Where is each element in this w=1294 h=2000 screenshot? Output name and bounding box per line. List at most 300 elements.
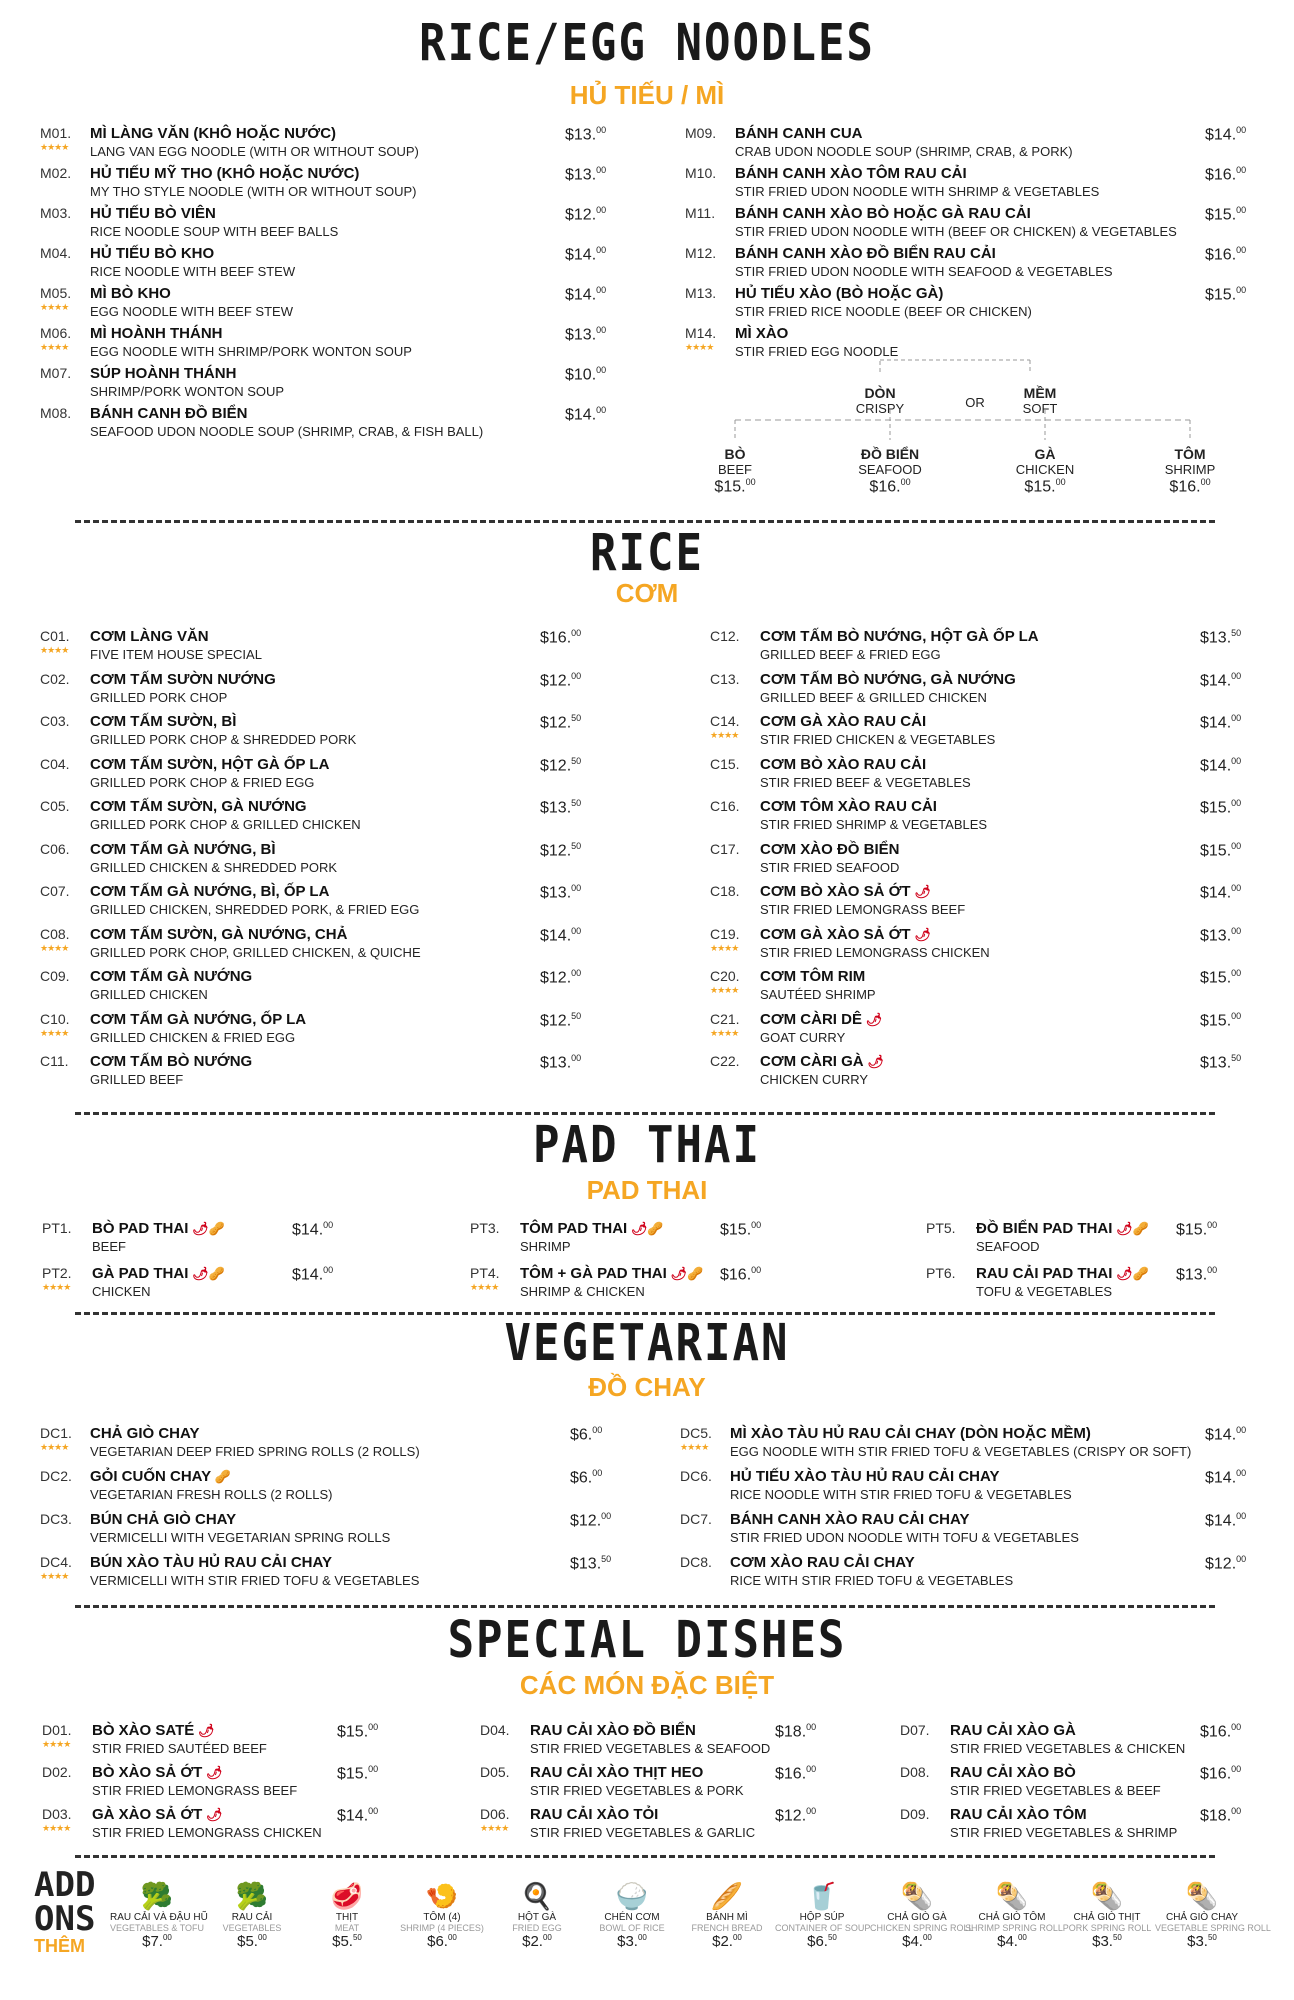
star-rating-icon: ★★★★ (40, 1571, 69, 1581)
section-subtitle-special: CÁC MÓN ĐẶC BIỆT (519, 1670, 775, 1700)
item-name: HỦ TIẾU MỸ THO (KHÔ HOẶC NƯỚC) (90, 165, 360, 182)
addon-name-vn: BÁNH MÌ (706, 1912, 748, 1923)
item-price: $12.00 (540, 968, 582, 987)
peanut-icon: 🥜 (208, 1266, 225, 1281)
item-price: $15.00 (1200, 798, 1242, 817)
item-name: BÁNH CANH XÀO BÒ HOẶC GÀ RAU CẢI (735, 205, 1031, 222)
item-code: M07. (40, 365, 72, 381)
item-code: M03. (40, 205, 72, 221)
item-description: SHRIMP & CHICKEN (520, 1284, 645, 1299)
chili-icon: 🌶 (194, 1723, 215, 1738)
item-code: C22. (710, 1053, 740, 1069)
item-code: C01. (40, 628, 70, 644)
item-code: PT1. (42, 1220, 72, 1236)
item-code: DC2. (40, 1468, 72, 1484)
item-description: GRILLED CHICKEN & SHREDDED PORK (90, 859, 338, 875)
star-rating-icon: ★★★★ (710, 730, 739, 740)
item-name: CƠM GÀ XÀO RAU CẢI (760, 713, 927, 730)
item-name: BÒ XÀO SẢ ỚT 🌶 (92, 1764, 223, 1781)
addon-price: $6.00 (427, 1933, 457, 1950)
price-cents: 00 (571, 1053, 582, 1063)
item-description: SHRIMP/PORK WONTON SOUP (90, 384, 285, 399)
menu-item (40, 968, 740, 1004)
item-description: EGG NOODLE WITH SHRIMP/PORK WONTON SOUP (90, 344, 412, 359)
item-name: BÚN CHẢ GIÒ CHAY (90, 1511, 237, 1528)
addon-item (300, 1880, 394, 1950)
price-cents: 00 (1207, 1220, 1218, 1230)
item-price: $12.00 (540, 670, 582, 689)
addon-icon: 🌯 (995, 1881, 1029, 1911)
addon-price: $4.00 (902, 1933, 932, 1950)
price-cents: 50 (1231, 1053, 1242, 1063)
mixao-soft-en: SOFT (1022, 401, 1058, 416)
mixao-or: OR (965, 395, 985, 410)
section-subtitle-noodles: HỦ TIẾU / MÌ (569, 80, 725, 110)
price-cents: 50 (352, 1933, 362, 1942)
addon-name-vn: CHẢ GIÒ THỊT (1073, 1912, 1141, 1923)
price-cents: 00 (1231, 670, 1242, 681)
price-cents: 00 (1231, 755, 1242, 766)
item-name: MÌ XÀO (735, 325, 789, 342)
menu-item (710, 883, 1294, 919)
item-name: CƠM BÒ XÀO RAU CẢI (760, 755, 927, 773)
menu-item (40, 628, 740, 664)
menu-item (40, 926, 740, 962)
item-code: C09. (40, 968, 70, 984)
item-description: EGG NOODLE WITH STIR FRIED TOFU & VEGETABLES (CRISPY OR SOFT) (730, 1444, 1192, 1459)
item-name: BÁNH CANH XÀO ĐỒ BIỂN RAU CẢI (735, 245, 996, 262)
star-rating-icon: ★★★★ (42, 1823, 71, 1833)
item-code: D08. (900, 1764, 930, 1780)
mixao-option-en: SEAFOOD (858, 462, 922, 477)
item-price: $6.00 (570, 1425, 603, 1444)
addon-name-vn: CHẢ GIÒ GÀ (887, 1912, 947, 1923)
item-name: CƠM CÀRI GÀ 🌶 (760, 1053, 884, 1070)
item-price: $13.50 (1200, 628, 1242, 647)
item-description: VEGETARIAN FRESH ROLLS (2 ROLLS) (90, 1487, 333, 1502)
peanut-icon: 🥜 (647, 1221, 664, 1236)
item-name: CƠM XÀO ĐỒ BIỂN (760, 840, 900, 858)
item-description: GRILLED CHICKEN, SHREDDED PORK, & FRIED EGG (90, 902, 420, 917)
mixao-option-vn: GÀ (1034, 446, 1056, 462)
item-code: C11. (40, 1053, 69, 1069)
price-cents: 00 (1236, 1554, 1247, 1564)
mixao-option-price: $15.00 (714, 477, 756, 496)
addon-name-en: SHRIMP (4 PIECES) (400, 1923, 484, 1933)
addon-item (1060, 1880, 1154, 1950)
price-cents: 00 (751, 1220, 762, 1230)
menu-item (470, 1265, 810, 1301)
item-code: C07. (40, 883, 70, 899)
item-code: C16. (710, 798, 740, 814)
item-price: $15.00 (1176, 1220, 1218, 1239)
item-name: MÌ LÀNG VĂN (KHÔ HOẶC NƯỚC) (90, 125, 337, 142)
item-description: STIR FRIED CHICKEN & VEGETABLES (760, 732, 996, 747)
price-cents: 00 (1200, 477, 1211, 487)
item-code: C17. (710, 840, 740, 857)
item-name: CƠM GÀ XÀO SẢ ỚT 🌶 (760, 925, 931, 943)
star-rating-icon: ★★★★ (40, 942, 69, 953)
item-code: C10. (40, 1010, 70, 1027)
item-description: MY THO STYLE NOODLE (WITH OR WITHOUT SOUP) (90, 184, 417, 199)
item-description: STIR FRIED VEGETABLES & SHRIMP (950, 1825, 1178, 1840)
item-code: M12. (685, 245, 717, 261)
item-code: C20. (710, 968, 740, 984)
menu-item (40, 671, 740, 707)
addon-name-vn: THỊT (335, 1912, 359, 1923)
price-cents: 00 (806, 1764, 817, 1774)
item-description: GRILLED CHICKEN & FRIED EGG (90, 1029, 296, 1045)
price-cents: 00 (596, 205, 607, 215)
item-description: STIR FRIED LEMONGRASS BEEF (92, 1783, 298, 1798)
item-name: BÒ PAD THAI 🌶🥜 (92, 1220, 225, 1237)
price-cents: 00 (922, 1933, 932, 1942)
item-name: RAU CẢI XÀO THỊT HEO (530, 1764, 704, 1781)
item-description: STIR FRIED VEGETABLES & BEEF (950, 1783, 1161, 1798)
item-code: PT2. (42, 1265, 72, 1281)
addon-icon: 🍤 (425, 1881, 459, 1911)
divider (75, 1855, 1215, 1858)
addon-price: $6.50 (807, 1933, 837, 1950)
star-rating-icon: ★★★★ (470, 1282, 499, 1292)
price-cents: 00 (1236, 165, 1247, 175)
menu-item (480, 1806, 840, 1842)
chili-icon: 🌶 (1112, 1221, 1133, 1236)
item-description: GRILLED PORK CHOP & GRILLED CHICKEN (90, 817, 361, 832)
addon-icon: 🥖 (710, 1881, 744, 1911)
item-description: STIR FRIED UDON NOODLE WITH (BEEF OR CHICKEN) & VEGETABLES (735, 224, 1177, 239)
item-description: VEGETARIAN DEEP FRIED SPRING ROLLS (2 ROLLS) (90, 1444, 420, 1459)
menu-item (900, 1806, 1260, 1842)
divider (75, 1605, 1215, 1608)
chili-icon: 🌶 (861, 1011, 883, 1027)
section-subtitle-rice: CƠM (615, 578, 679, 608)
star-rating-icon: ★★★★ (710, 942, 739, 953)
price-cents: 50 (571, 798, 582, 808)
chili-icon: 🌶 (1112, 1266, 1133, 1281)
menu-item (40, 1425, 740, 1461)
item-price: $14.00 (565, 405, 607, 424)
addon-item (775, 1880, 869, 1950)
item-name: CHẢ GIÒ CHAY (90, 1425, 200, 1442)
addon-price: $2.00 (522, 1933, 552, 1950)
addon-price: $7.00 (142, 1933, 172, 1950)
price-cents: 00 (1055, 477, 1066, 487)
item-name: CƠM TẤM SƯỜN, GÀ NƯỚNG (90, 798, 307, 815)
menu-item (926, 1220, 1266, 1256)
addon-price: $3.00 (617, 1933, 647, 1950)
item-code: M05. (40, 285, 72, 301)
item-description: VERMICELLI WITH STIR FRIED TOFU & VEGETABLES (90, 1573, 420, 1588)
mixao-option-en: BEEF (718, 462, 752, 477)
menu-item (710, 671, 1294, 707)
price-cents: 00 (1207, 1265, 1218, 1275)
item-code: D03. (42, 1806, 72, 1822)
item-price: $14.00 (565, 245, 607, 264)
price-cents: 00 (596, 405, 607, 415)
price-cents: 00 (596, 165, 607, 175)
chili-icon: 🌶 (910, 884, 931, 899)
item-price: $14.00 (1200, 713, 1242, 732)
item-name: BÁNH CANH XÀO TÔM RAU CẢI (735, 165, 967, 182)
item-price: $14.00 (565, 285, 607, 304)
price-cents: 00 (592, 1425, 603, 1435)
addon-name-en: FRIED EGG (512, 1923, 562, 1933)
menu-item (40, 1468, 740, 1504)
price-cents: 00 (1236, 125, 1247, 135)
item-price: $13.50 (1200, 1053, 1242, 1072)
menu-item (42, 1806, 402, 1842)
menu-item (710, 1053, 1294, 1089)
item-description: STIR FRIED SEAFOOD (760, 859, 900, 875)
star-rating-icon: ★★★★ (40, 342, 69, 352)
item-name: CƠM TẤM SƯỜN, GÀ NƯỚNG, CHẢ (90, 925, 348, 943)
menu-item (40, 841, 740, 877)
section-title-rice: RICE (590, 524, 704, 583)
menu-item (710, 756, 1294, 792)
item-price: $14.00 (540, 925, 582, 944)
item-name: GỎI CUỐN CHAY 🥜 (90, 1468, 231, 1485)
item-code: DC8. (680, 1554, 712, 1570)
price-cents: 00 (751, 1265, 762, 1275)
section-title-noodles: RICE/EGG NOODLES (419, 14, 875, 73)
addon-item (110, 1880, 208, 1950)
star-rating-icon: ★★★★ (40, 142, 69, 152)
price-cents: 00 (571, 670, 582, 681)
price-cents: 00 (732, 1933, 742, 1942)
addon-icon: 🌯 (1090, 1881, 1124, 1911)
chili-icon: 🌶 (627, 1221, 648, 1236)
addon-price: $5.50 (332, 1933, 362, 1950)
item-code: PT5. (926, 1220, 956, 1236)
price-cents: 50 (1112, 1933, 1122, 1942)
menu-item (900, 1764, 1260, 1800)
item-code: C21. (710, 1010, 740, 1027)
item-name: RAU CẢI XÀO TỎI (530, 1806, 659, 1823)
item-price: $12.50 (540, 1010, 582, 1029)
mixao-option (1140, 446, 1240, 496)
section-title-special: SPECIAL DISHES (447, 1611, 847, 1670)
item-price: $18.00 (775, 1722, 817, 1741)
item-name: BÒ XÀO SATÉ 🌶 (92, 1722, 215, 1739)
item-price: $14.00 (1205, 1425, 1247, 1444)
price-cents: 00 (1236, 245, 1247, 255)
item-price: $12.00 (565, 205, 607, 224)
item-code: M06. (40, 325, 72, 341)
price-cents: 00 (592, 1468, 603, 1478)
item-name: ĐỒ BIỂN PAD THAI 🌶🥜 (976, 1220, 1149, 1237)
price-cents: 00 (1231, 883, 1242, 893)
item-code: M13. (685, 285, 717, 301)
price-cents: 00 (447, 1933, 457, 1942)
star-rating-icon: ★★★★ (40, 302, 69, 312)
addon-name-en: VEGETABLE SPRING ROLL (1155, 1923, 1271, 1933)
star-rating-icon: ★★★★ (40, 1442, 69, 1452)
item-code: D01. (42, 1722, 72, 1738)
addon-icon: 🌯 (1185, 1881, 1219, 1911)
addons-subtitle: THÊM (34, 1936, 85, 1956)
item-name: BÁNH CANH ĐỒ BIỂN (90, 405, 248, 422)
price-cents: 00 (1236, 1468, 1247, 1478)
item-description: GOAT CURRY (760, 1029, 846, 1045)
addon-name-vn: RAU CẢI (231, 1912, 273, 1923)
divider (75, 1112, 1215, 1115)
item-price: $15.00 (1200, 1010, 1242, 1029)
item-code: M11. (685, 205, 716, 221)
menu-item (40, 883, 740, 919)
item-description: GRILLED BEEF & FRIED EGG (760, 647, 941, 662)
price-cents: 00 (1017, 1933, 1027, 1942)
item-price: $13.00 (540, 1053, 582, 1072)
item-price: $15.00 (1205, 285, 1247, 304)
item-price: $16.00 (540, 628, 582, 647)
item-name: HỦ TIẾU BÒ KHO (90, 245, 215, 262)
item-price: $14.00 (1205, 1468, 1247, 1487)
mixao-option-vn: TÔM (1174, 446, 1206, 462)
item-description: STIR FRIED SAUTÉED BEEF (92, 1741, 267, 1756)
price-cents: 00 (596, 125, 607, 135)
star-rating-icon: ★★★★ (42, 1282, 71, 1292)
price-cents: 00 (806, 1722, 817, 1732)
star-rating-icon: ★★★★ (480, 1823, 509, 1833)
item-description: STIR FRIED VEGETABLES & SEAFOOD (530, 1741, 771, 1756)
peanut-icon: 🥜 (211, 1469, 231, 1484)
item-description: STIR FRIED UDON NOODLE WITH TOFU & VEGETABLES (730, 1530, 1079, 1545)
menu-item (900, 1722, 1260, 1758)
addon-name-en: BOWL OF RICE (599, 1923, 665, 1933)
price-cents: 00 (1231, 1764, 1242, 1774)
price-cents: 00 (900, 477, 911, 487)
item-description: FIVE ITEM HOUSE SPECIAL (90, 647, 262, 662)
item-price: $14.00 (337, 1806, 379, 1825)
item-code: M08. (40, 405, 72, 421)
item-code: C12. (710, 628, 740, 644)
item-name: CƠM LÀNG VĂN (90, 628, 209, 645)
price-cents: 00 (162, 1933, 172, 1942)
price-cents: 00 (1231, 968, 1242, 978)
addon-icon: 🍳 (520, 1881, 554, 1911)
item-price: $16.00 (775, 1764, 817, 1783)
item-code: C04. (40, 755, 70, 772)
item-name: CƠM XÀO RAU CẢI CHAY (730, 1554, 915, 1571)
addon-item (490, 1880, 584, 1950)
mixao-tree-lines (0, 0, 1294, 520)
addon-name-vn: RAU CẢI VÀ ĐẬU HŨ (110, 1912, 208, 1923)
item-code: C18. (710, 883, 740, 899)
price-cents: 00 (1231, 713, 1242, 723)
item-price: $13.00 (1200, 925, 1242, 944)
price-cents: 00 (1231, 1806, 1242, 1816)
addon-icon: 🥦 (140, 1881, 174, 1911)
item-price: $12.00 (775, 1806, 817, 1825)
item-description: SAUTÉED SHRIMP (760, 987, 876, 1002)
item-description: CRAB UDON NOODLE SOUP (SHRIMP, CRAB, & PORK) (735, 144, 1073, 159)
addon-icon: 🥤 (805, 1881, 839, 1911)
item-price: $16.00 (1200, 1722, 1242, 1741)
menu-item (40, 1053, 740, 1089)
item-name: BÁNH CANH XÀO RAU CẢI CHAY (730, 1511, 970, 1528)
menu-item (40, 713, 740, 749)
peanut-icon: 🥜 (208, 1221, 225, 1236)
item-price: $15.00 (1205, 205, 1247, 224)
mixao-option-en: SHRIMP (1164, 462, 1216, 477)
menu-item (42, 1265, 382, 1301)
chili-icon: 🌶 (188, 1266, 209, 1281)
item-description: STIR FRIED SHRIMP & VEGETABLES (760, 817, 988, 832)
item-code: M14. (685, 325, 717, 341)
addon-price: $5.00 (237, 1933, 267, 1950)
item-code: D02. (42, 1764, 72, 1780)
menu-item (470, 1220, 810, 1256)
peanut-icon: 🥜 (1132, 1221, 1149, 1236)
item-name: RAU CẢI XÀO GÀ (950, 1722, 1076, 1739)
item-code: C19. (710, 925, 740, 942)
price-cents: 00 (571, 925, 582, 936)
star-rating-icon: ★★★★ (710, 985, 739, 995)
price-cents: 00 (1236, 1425, 1247, 1435)
item-price: $15.00 (337, 1722, 379, 1741)
price-cents: 00 (323, 1265, 334, 1275)
mixao-soft (1010, 385, 1070, 416)
price-cents: 50 (827, 1933, 837, 1942)
chili-icon: 🌶 (202, 1765, 223, 1780)
addon-item (965, 1880, 1063, 1950)
item-description: STIR FRIED LEMONGRASS BEEF (760, 902, 966, 917)
item-price: $14.00 (1205, 125, 1247, 144)
addon-price: $3.50 (1092, 1933, 1122, 1950)
price-cents: 00 (323, 1220, 334, 1230)
star-rating-icon: ★★★★ (710, 1027, 739, 1038)
price-cents: 00 (1231, 925, 1242, 936)
item-code: C06. (40, 840, 70, 857)
item-price: $12.00 (1205, 1554, 1247, 1573)
addon-name-vn: CHẢ GIÒ TÔM (978, 1912, 1046, 1923)
item-price: $12.00 (570, 1511, 612, 1530)
star-rating-icon: ★★★★ (680, 1442, 709, 1452)
item-price: $12.50 (540, 713, 582, 732)
item-name: CƠM TẤM BÒ NƯỚNG (90, 1053, 253, 1070)
addon-price: $2.00 (712, 1933, 742, 1950)
mixao-option (685, 446, 785, 496)
item-price: $14.00 (1205, 1511, 1247, 1530)
item-price: $16.00 (720, 1265, 762, 1284)
item-description: STIR FRIED LEMONGRASS CHICKEN (760, 944, 990, 960)
mixao-option (995, 446, 1095, 496)
menu-item (40, 1554, 740, 1590)
item-description: GRILLED BEEF (90, 1072, 184, 1087)
mixao-soft-vn: MỀM (1023, 385, 1057, 401)
price-cents: 50 (571, 713, 582, 723)
addon-name-vn: CHẢ GIÒ CHAY (1165, 1912, 1239, 1923)
mixao-option-en: CHICKEN (1015, 462, 1075, 477)
item-price: $6.00 (570, 1468, 603, 1487)
item-code: M01. (40, 125, 72, 141)
addons-title-2: ONS (34, 1899, 96, 1939)
item-description: GRILLED PORK CHOP & FRIED EGG (90, 774, 315, 790)
item-price: $16.00 (1205, 165, 1247, 184)
item-price: $15.00 (337, 1764, 379, 1783)
addon-item (395, 1880, 489, 1950)
mixao-option-price: $16.00 (1169, 477, 1211, 496)
item-description: TOFU & VEGETABLES (976, 1284, 1113, 1299)
item-name: RAU CẢI PAD THAI 🌶🥜 (976, 1265, 1149, 1282)
item-price: $14.00 (1200, 755, 1242, 774)
item-price: $14.00 (292, 1265, 334, 1284)
addon-icon: 🥦 (235, 1881, 269, 1911)
menu-item (480, 1764, 840, 1800)
price-cents: 00 (1231, 798, 1242, 808)
item-description: EGG NOODLE WITH BEEF STEW (90, 304, 293, 319)
